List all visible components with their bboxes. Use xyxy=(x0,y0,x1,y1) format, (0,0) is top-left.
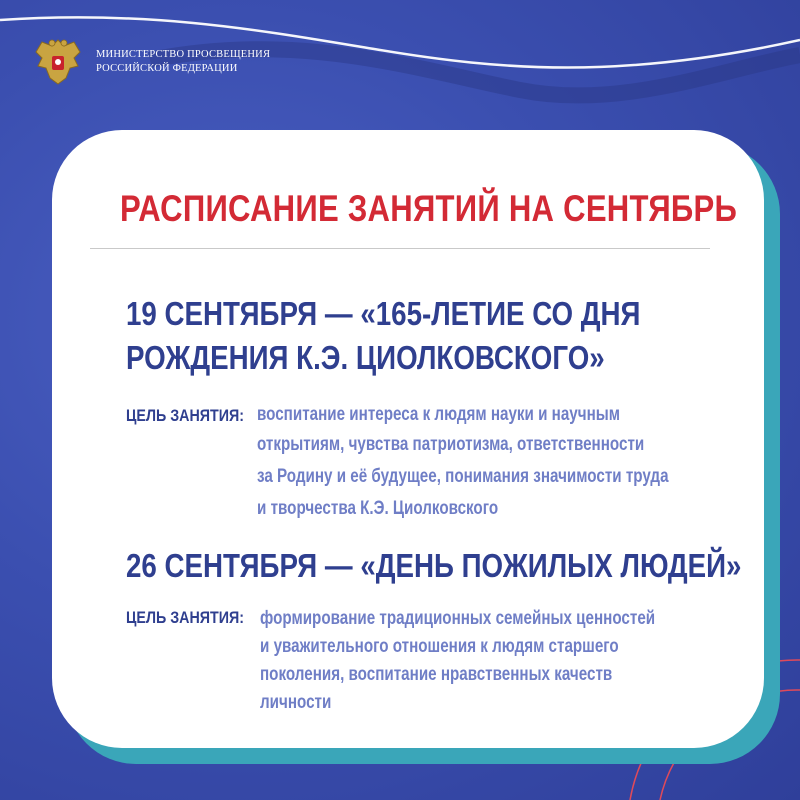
event-1-goal-label: ЦЕЛЬ ЗАНЯТИЯ: xyxy=(126,406,245,425)
event-2-title: 26 СЕНТЯБРЯ — «ДЕНЬ ПОЖИЛЫХ ЛЮДЕЙ» xyxy=(126,547,742,584)
event-1-goal-line-1: воспитание интереса к людям науки и научным xyxy=(257,404,620,425)
coat-of-arms-icon xyxy=(30,34,86,90)
ministry-name-line-1: МИНИСТЕРСТВО ПРОСВЕЩЕНИЯ xyxy=(96,49,271,60)
event-1-goal-line-4: и творчества К.Э. Циолковского xyxy=(257,498,499,519)
event-2-goal-line-1: формирование традиционных семейных ценностей xyxy=(260,608,656,629)
event-1-goal-line-2: открытиям, чувства патриотизма, ответственности xyxy=(257,434,645,455)
event-2-goal-line-4: личности xyxy=(260,692,332,713)
event-2-goal-line-2: и уважительного отношения к людям старшего xyxy=(260,636,619,657)
event-1-goal-line-3: за Родину и её будущее, понимания значимости труда xyxy=(257,466,669,487)
event-2-goal-label: ЦЕЛЬ ЗАНЯТИЯ: xyxy=(126,608,245,627)
event-1-title-line-2: РОЖДЕНИЯ К.Э. ЦИОЛКОВСКОГО» xyxy=(126,339,605,376)
page-title: РАСПИСАНИЕ ЗАНЯТИЙ НА СЕНТЯБРЬ xyxy=(120,188,738,229)
ministry-name-line-2: РОССИЙСКОЙ ФЕДЕРАЦИИ xyxy=(96,63,238,74)
event-1-title-line-1: 19 СЕНТЯБРЯ — «165-ЛЕТИЕ СО ДНЯ xyxy=(126,295,641,332)
title-divider xyxy=(90,248,710,249)
event-2-goal-line-3: поколения, воспитание нравственных качеств xyxy=(260,664,613,685)
ministry-name xyxy=(96,48,270,76)
ministry-header xyxy=(30,34,270,90)
